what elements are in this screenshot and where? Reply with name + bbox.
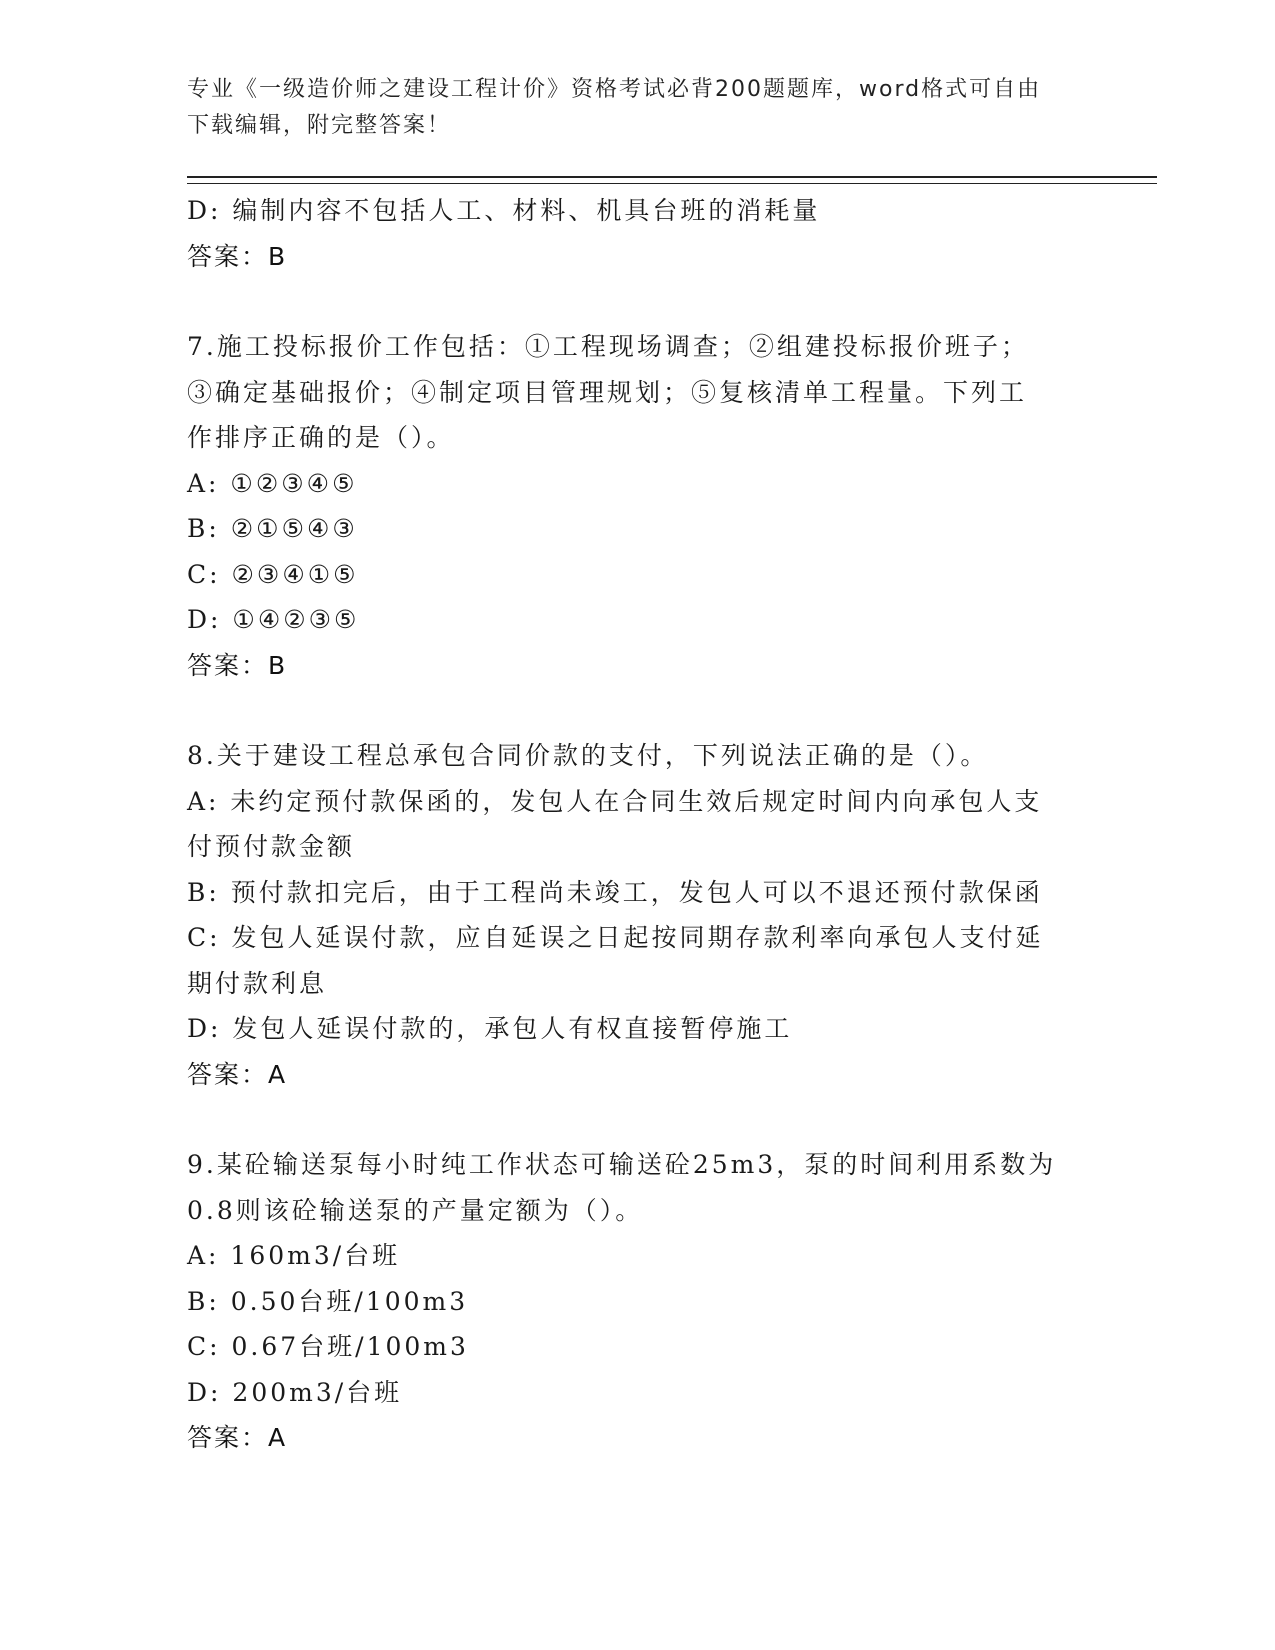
question-7 xyxy=(187,324,1087,688)
option-c: C: 发包人延误付款，应自延误之日起按同期存款利率向承包人支付延 xyxy=(187,923,1044,952)
header-line-1: 专业《一级造价师之建设工程计价》资格考试必背200题题库，word格式可自由 xyxy=(187,77,1042,102)
question-stem: 0.8则该砼输送泵的产量定额为（）。 xyxy=(187,1195,644,1225)
option-d: D: ①④②③⑤ xyxy=(187,605,360,634)
question-stem: ③确定基础报价；④制定项目管理规划；⑤复核清单工程量。下列工 xyxy=(187,377,1028,407)
spacer xyxy=(187,1097,1087,1142)
header-line-2: 下载编辑，附完整答案！ xyxy=(187,113,452,138)
option-b: B: 0.50台班/100m3 xyxy=(187,1286,469,1316)
question-stem: 作排序正确的是（）。 xyxy=(187,423,455,452)
question-stem: 9.某砼输送泵每小时纯工作状态可输送砼25m3，泵的时间利用系数为 xyxy=(187,1150,1057,1179)
spacer xyxy=(187,279,1087,324)
option-a-continued: 付预付款金额 xyxy=(187,832,356,861)
option-a: A: ①②③④⑤ xyxy=(187,468,358,498)
answer-line: 答案：A xyxy=(187,1423,288,1452)
option-b: B: 预付款扣完后，由于工程尚未竣工，发包人可以不退还预付款保函 xyxy=(187,877,1043,907)
previous-question-tail xyxy=(187,188,1087,279)
answer-line: 答案：B xyxy=(187,241,288,271)
option-d: D: 编制内容不包括人工、材料、机具台班的消耗量 xyxy=(187,196,821,225)
question-stem: 8.关于建设工程总承包合同价款的支付，下列说法正确的是（）。 xyxy=(187,741,989,770)
option-c: C: ②③④①⑤ xyxy=(187,559,359,589)
option-c-continued: 期付款利息 xyxy=(187,968,328,998)
option-a: A: 160m3/台班 xyxy=(187,1241,401,1270)
option-d: D: 发包人延误付款的，承包人有权直接暂停施工 xyxy=(187,1014,793,1043)
answer-line: 答案：B xyxy=(187,650,288,680)
question-9 xyxy=(187,1142,1087,1461)
document-body xyxy=(187,188,1087,1461)
option-b: B: ②①⑤④③ xyxy=(187,514,358,543)
option-d: D: 200m3/台班 xyxy=(187,1377,403,1407)
page-header xyxy=(187,72,1067,144)
spacer xyxy=(187,688,1087,733)
header-divider xyxy=(187,176,1157,184)
question-stem: 7.施工投标报价工作包括：①工程现场调查；②组建投标报价班子； xyxy=(187,332,1029,361)
option-c: C: 0.67台班/100m3 xyxy=(187,1332,469,1361)
answer-line: 答案：A xyxy=(187,1059,288,1089)
option-a: A: 未约定预付款保函的，发包人在合同生效后规定时间内向承包人支 xyxy=(187,786,1043,816)
question-8 xyxy=(187,733,1087,1097)
